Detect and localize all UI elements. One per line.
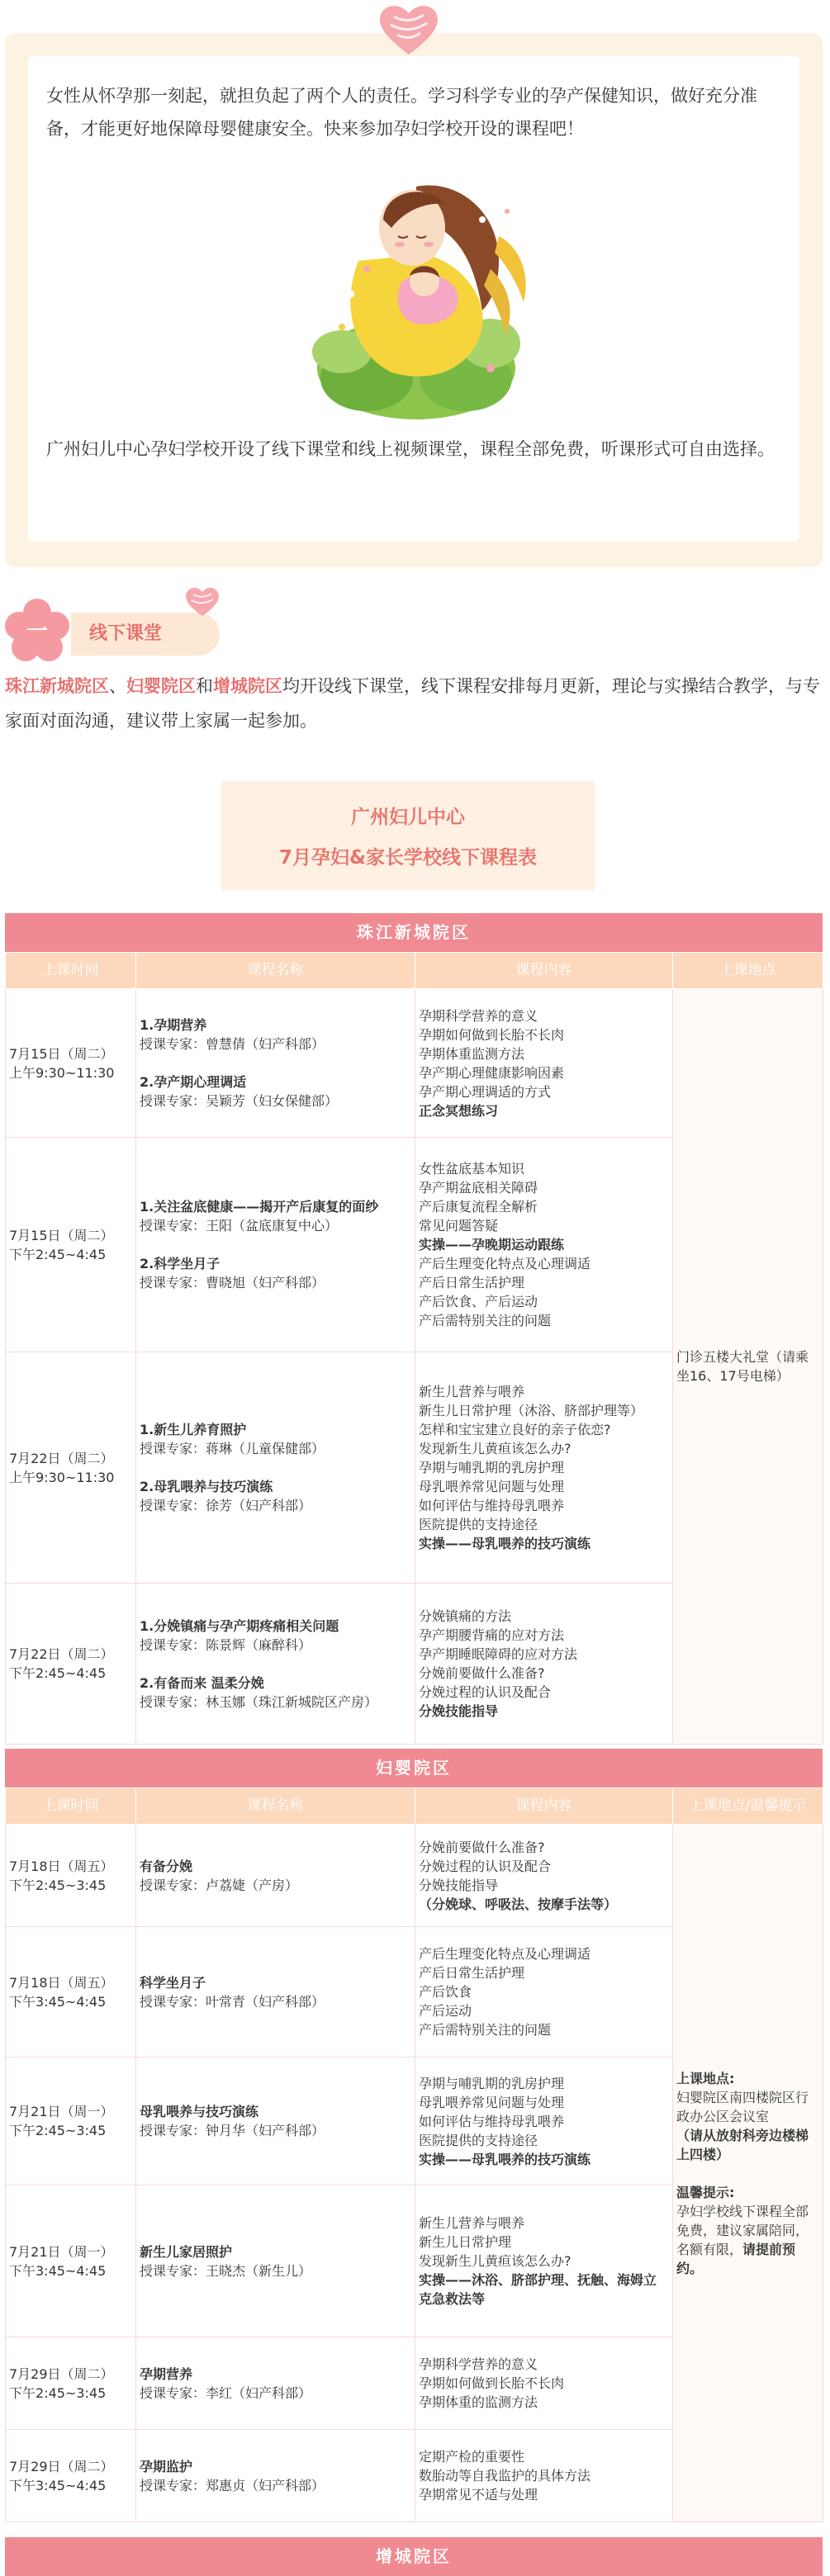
table-row: 7月15日（周二） 上午9:30~11:30 1.孕期营养 授课专家：曾慧倩（妇产科部） 2.孕产期心理调适 授课专家：吴颖芳（妇女保健部） 孕期科学营养的意义 孕期如何做到长胎不长肉 孕期体重监测方法 孕产期心理健康影响因素 孕产期心理调适的方式 正念冥想练习 门诊五楼大礼堂（请乘坐16、17号电梯） (6, 989, 823, 1138)
campus-bar-fuying: 妇婴院区 (5, 1749, 823, 1788)
schedule-title: 7月孕妇&家长学校线下课程表 (278, 847, 538, 869)
location-tip-cell: 上课地点: 妇婴院区南四楼院区行政办公区会议室 （请从放射科旁边楼梯上四楼） 温馨提示: 孕妇学校线下课程全部免费，建议家属陪同，名额有限，请提前预约。 (673, 1825, 823, 2522)
header-time: 上课时间 (6, 953, 136, 989)
section-title: 线下课堂 (89, 623, 163, 644)
table-row: 7月18日（周五） 下午3:45~4:45 科学坐月子 授课专家：叶常青（妇产科部） 产后生理变化特点及心理调适 产后日常生活护理 产后饮食 产后运动 产后需特别关注的问题 (6, 1927, 823, 2057)
table-row: 7月22日（周二） 上午9:30~11:30 1.新生儿养育照护 授课专家：蒋琳（儿童保健部） 2.母乳喂养与技巧演练 授课专家：徐芳（妇产科部） 新生儿营养与喂养 新生儿日常护理（沐浴、脐部护理等） 怎样和宝宝建立良好的亲子依恋? 发现新生儿黄疸该怎么办? 孕期与哺乳期的乳房护理 母乳喂养常见问题与处理 如何评估与维持母乳喂养 医院提供的支持途径 实操——母乳喂养的技巧演练 (6, 1352, 823, 1584)
heart-icon (183, 585, 221, 618)
heart-icon (376, 0, 442, 58)
campus-highlight: 珠江新城院区 (5, 676, 109, 696)
schedule-title-box (221, 781, 595, 890)
location-cell: 门诊五楼大礼堂（请乘坐16、17号电梯） (673, 989, 823, 1745)
schedule-title-org: 广州妇儿中心 (351, 807, 465, 828)
section-header (3, 585, 251, 659)
campus-bar-zengcheng: 增城院区 (5, 2537, 823, 2576)
mother-baby-illustration (292, 162, 540, 426)
header-content: 课程内容 (415, 953, 673, 989)
header-content: 课程内容 (415, 1788, 673, 1825)
intro-paragraph-2: 广州妇儿中心孕妇学校开设了线下课堂和线上视频课堂，课程全部免费，听课形式可自由选择。 (46, 439, 775, 459)
intro-paragraph-1: 女性从怀孕那一刻起，就担负起了两个人的责任。学习科学专业的孕产保健知识，做好充分准备，才能更好地保障母婴健康安全。快来参加孕妇学校开设的课程吧！ (46, 86, 757, 139)
header-time: 上课时间 (6, 1788, 136, 1825)
section-number: 一 (26, 619, 48, 644)
table-header-row (6, 1788, 823, 1825)
header-location: 上课地点 (673, 953, 823, 989)
schedule-table-fuying (5, 1788, 823, 2522)
table-row: 7月22日（周二） 下午2:45~4:45 1.分娩镇痛与孕产期疼痛相关问题 授课专家：陈景辉（麻醉科） 2.有备而来 温柔分娩 授课专家：林玉娜（珠江新城院区产房） 分娩镇痛的方法 孕产期腰背痛的应对方法 孕产期睡眠障碍的应对方法 分娩前要做什么准备? 分娩过程的认识及配合 分娩技能指导 (6, 1584, 823, 1745)
campus-bar-zhujiang: 珠江新城院区 (5, 913, 823, 952)
campus-highlight: 增城院区 (213, 676, 282, 696)
schedule-table-zhujiang (5, 952, 823, 1745)
table-row: 7月29日（周二） 下午2:45~3:45 孕期营养 授课专家：李红（妇产科部） 孕期科学营养的意义 孕期如何做到长胎不长肉 孕期体重的监测方法 (6, 2337, 823, 2430)
table-header-row (6, 953, 823, 989)
table-row: 7月18日（周五） 下午2:45~3:45 有备分娩 授课专家：卢荔婕（产房） 分娩前要做什么准备? 分娩过程的认识及配合 分娩技能指导 （分娩球、呼吸法、按摩手法等） 上课地点: 妇婴院区南四楼院区行政办公区会议室 （请从放射科旁边楼梯上四楼） 温馨提示: 孕妇学校线下课程全部免费，建议家属陪同，名额有限，请提前预约。 (6, 1825, 823, 1927)
table-row: 7月29日（周二） 下午3:45~4:45 孕期监护 授课专家：郑惠贞（妇产科部） 定期产检的重要性 数胎动等自我监护的具体方法 孕期常见不适与处理 (6, 2430, 823, 2522)
offline-description: 珠江新城院区、妇婴院区和增城院区均开设线下课堂，线下课程安排每月更新，理论与实操结合教学，与专家面对面沟通，建议带上家属一起参加。 (5, 676, 820, 731)
header-course: 课程名称 (136, 1788, 415, 1825)
table-row: 7月21日（周一） 下午2:45~3:45 母乳喂养与技巧演练 授课专家：钟月华（妇产科部） 孕期与哺乳期的乳房护理 母乳喂养常见问题与处理 如何评估与维持母乳喂养 医院提供的支持途径 实操——母乳喂养的技巧演练 (6, 2057, 823, 2185)
table-row: 7月15日（周二） 下午2:45~4:45 1.关注盆底健康——揭开产后康复的面纱 授课专家：王阳（盆底康复中心） 2.科学坐月子 授课专家：曹晓旭（妇产科部） 女性盆底基本知识 孕产期盆底相关障碍 产后康复流程全解析 常见问题答疑 实操——孕晚期运动跟练 产后生理变化特点及心理调适 产后日常生活护理 产后饮食、产后运动 产后需特别关注的问题 (6, 1138, 823, 1352)
table-row: 7月21日（周一） 下午3:45~4:45 新生儿家居照护 授课专家：王晓杰（新生儿） 新生儿营养与喂养 新生儿日常护理 发现新生儿黄疸该怎么办? 实操——沐浴、脐部护理、抚触、海姆立克急救法等 (6, 2185, 823, 2337)
campus-highlight: 妇婴院区 (126, 676, 196, 696)
header-location-tip: 上课地点/温馨提示 (673, 1788, 823, 1825)
header-course: 课程名称 (136, 953, 415, 989)
